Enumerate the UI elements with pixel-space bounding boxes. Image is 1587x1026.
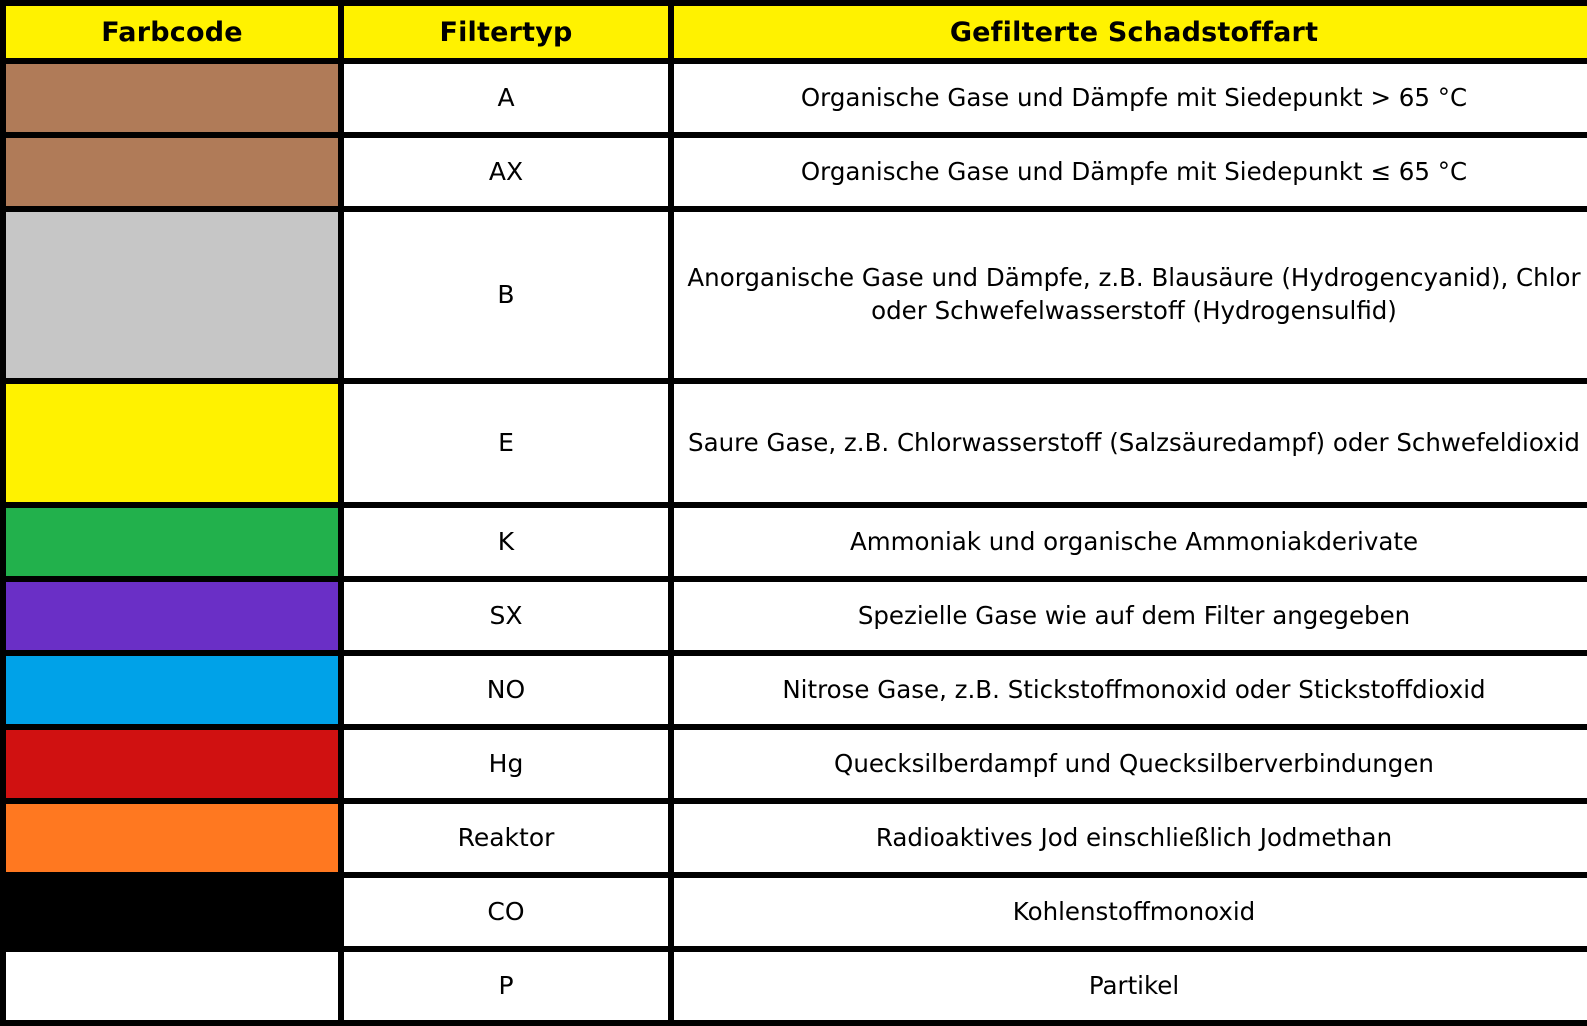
filter-type-reaktor: Reaktor bbox=[344, 804, 668, 872]
table-row bbox=[6, 384, 1587, 502]
color-swatch-hg bbox=[6, 730, 338, 798]
color-swatch-no bbox=[6, 656, 338, 724]
color-swatch-k bbox=[6, 508, 338, 576]
description-b: Anorganische Gase und Dämpfe, z.B. Blausäure (Hydrogencyanid), Chlor oder Schwefelwasserstoff (Hydrogensulfid) bbox=[674, 212, 1587, 378]
description-hg: Quecksilberdampf und Quecksilberverbindungen bbox=[674, 730, 1587, 798]
filter-type-p: P bbox=[344, 952, 668, 1020]
column-header-farbcode: Farbcode bbox=[6, 6, 338, 58]
description-ax: Organische Gase und Dämpfe mit Siedepunkt ≤ 65 °C bbox=[674, 138, 1587, 206]
column-header-schadstoffart: Gefilterte Schadstoffart bbox=[674, 6, 1587, 58]
table-header bbox=[6, 6, 1587, 58]
filter-type-b: B bbox=[344, 212, 668, 378]
table-row bbox=[6, 656, 1587, 724]
description-co: Kohlenstoffmonoxid bbox=[674, 878, 1587, 946]
column-header-filtertyp: Filtertyp bbox=[344, 6, 668, 58]
color-swatch-cell bbox=[6, 878, 338, 946]
table-row bbox=[6, 582, 1587, 650]
color-swatch-cell bbox=[6, 582, 338, 650]
description-reaktor: Radioaktives Jod einschließlich Jodmethan bbox=[674, 804, 1587, 872]
table-row bbox=[6, 212, 1587, 378]
filter-type-hg: Hg bbox=[344, 730, 668, 798]
filter-type-ax: AX bbox=[344, 138, 668, 206]
color-swatch-cell bbox=[6, 384, 338, 502]
description-no: Nitrose Gase, z.B. Stickstoffmonoxid oder Stickstoffdioxid bbox=[674, 656, 1587, 724]
table-header-row bbox=[6, 6, 1587, 58]
filter-type-co: CO bbox=[344, 878, 668, 946]
color-swatch-cell bbox=[6, 656, 338, 724]
color-swatch-b bbox=[6, 212, 338, 378]
color-swatch-cell bbox=[6, 730, 338, 798]
color-swatch-co bbox=[6, 878, 338, 946]
filter-type-e: E bbox=[344, 384, 668, 502]
color-swatch-p bbox=[6, 952, 338, 1020]
color-swatch-a bbox=[6, 64, 338, 132]
description-p: Partikel bbox=[674, 952, 1587, 1020]
table-row bbox=[6, 138, 1587, 206]
filter-type-k: K bbox=[344, 508, 668, 576]
color-swatch-cell bbox=[6, 508, 338, 576]
description-k: Ammoniak und organische Ammoniakderivate bbox=[674, 508, 1587, 576]
table-row bbox=[6, 804, 1587, 872]
color-swatch-ax bbox=[6, 138, 338, 206]
filter-type-sx: SX bbox=[344, 582, 668, 650]
color-swatch-cell bbox=[6, 952, 338, 1020]
filter-type-no: NO bbox=[344, 656, 668, 724]
color-swatch-cell bbox=[6, 212, 338, 378]
description-a: Organische Gase und Dämpfe mit Siedepunkt > 65 °C bbox=[674, 64, 1587, 132]
color-swatch-cell bbox=[6, 64, 338, 132]
description-sx: Spezielle Gase wie auf dem Filter angegeben bbox=[674, 582, 1587, 650]
filter-type-a: A bbox=[344, 64, 668, 132]
description-e: Saure Gase, z.B. Chlorwasserstoff (Salzsäuredampf) oder Schwefeldioxid bbox=[674, 384, 1587, 502]
table-body bbox=[6, 64, 1587, 1020]
table-row bbox=[6, 878, 1587, 946]
table-row bbox=[6, 64, 1587, 132]
color-swatch-sx bbox=[6, 582, 338, 650]
color-swatch-reaktor bbox=[6, 804, 338, 872]
color-swatch-cell bbox=[6, 804, 338, 872]
color-swatch-e bbox=[6, 384, 338, 502]
color-swatch-cell bbox=[6, 138, 338, 206]
table-row bbox=[6, 952, 1587, 1020]
table-row bbox=[6, 508, 1587, 576]
table-row bbox=[6, 730, 1587, 798]
